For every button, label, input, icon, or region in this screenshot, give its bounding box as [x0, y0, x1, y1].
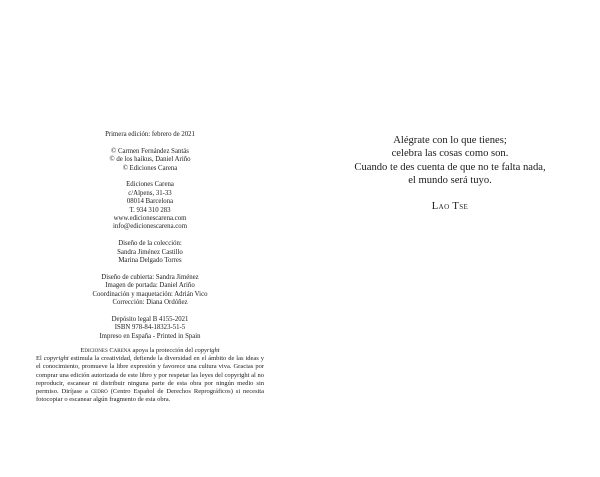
epigraph-page: [300, 0, 600, 477]
credit-line: Corrección: Diana Ordóñez: [112, 299, 188, 307]
copyright-line: © Ediciones Carena: [122, 164, 178, 172]
legal-notice-body: El copyright estimula la creatividad, defiende la diversidad en el ámbito de las ideas y el conocimiento, promueve la libre expresión y favorece una cultura viva. Gracias por comprar una edición autorizada de este libro y por respetar las leyes del copyright al no reproducir, escanear ni distribuir ninguna parte de esta obra por ningún medio sin permiso. Diríjase a cedro (Centro Español de Derechos Reprográficos) si necesita fotocopiar o escanear algún fragmento de esta obra.: [36, 355, 264, 404]
epigraph-line: Cuando te des cuenta de que no te falta nada,: [354, 161, 546, 173]
legal-notice: [36, 347, 264, 404]
credit-line: Imagen de portada: Daniel Ariño: [105, 282, 195, 290]
collection-designer: Marina Delgado Torres: [118, 257, 182, 265]
publisher-website: www.edicionescarena.com: [113, 215, 187, 223]
publisher-smallcaps: Ediciones Carena: [80, 347, 131, 355]
legal-notice-heading: Ediciones Carena apoya la protección del copyright: [80, 347, 220, 355]
publisher-email: info@edicionescarena.com: [112, 223, 187, 231]
epigraph-line: el mundo será tuyo.: [408, 174, 492, 186]
publisher-name: Ediciones Carena: [126, 181, 174, 189]
publisher-phone: T. 934 310 283: [129, 206, 171, 214]
collection-designer: Sandra Jiménez Castillo: [117, 248, 183, 256]
cedro-smallcaps: cedro: [90, 388, 108, 396]
publisher-city: 08014 Barcelona: [126, 198, 174, 206]
copyright-line: © Carmen Fernández Santás: [111, 147, 189, 155]
isbn: ISBN 978-84-18323-51-5: [114, 324, 186, 332]
collection-design-label: Diseño de la colección:: [118, 240, 182, 248]
publisher-address: c/Alpens, 31-33: [128, 189, 172, 197]
credit-line: Diseño de cubierta: Sandra Jiménez: [101, 273, 199, 281]
epigraph: [300, 134, 600, 213]
credit-line: Coordinación y maquetación: Adrián Vico: [92, 290, 208, 298]
printed-in: Impreso en España - Printed in Spain: [99, 332, 201, 340]
edition-line: Primera edición: febrero de 2021: [105, 131, 195, 138]
epigraph-line: celebra las cosas como son.: [391, 148, 509, 160]
epigraph-line: Alégrate con lo que tienes;: [393, 135, 507, 146]
copyright-line: © de los haikus, Daniel Ariño: [109, 156, 191, 164]
epigraph-author: Lao Tse: [431, 201, 469, 213]
legal-deposit: Depósito legal B 4155-2021: [111, 315, 189, 323]
credits-block: [36, 131, 264, 405]
